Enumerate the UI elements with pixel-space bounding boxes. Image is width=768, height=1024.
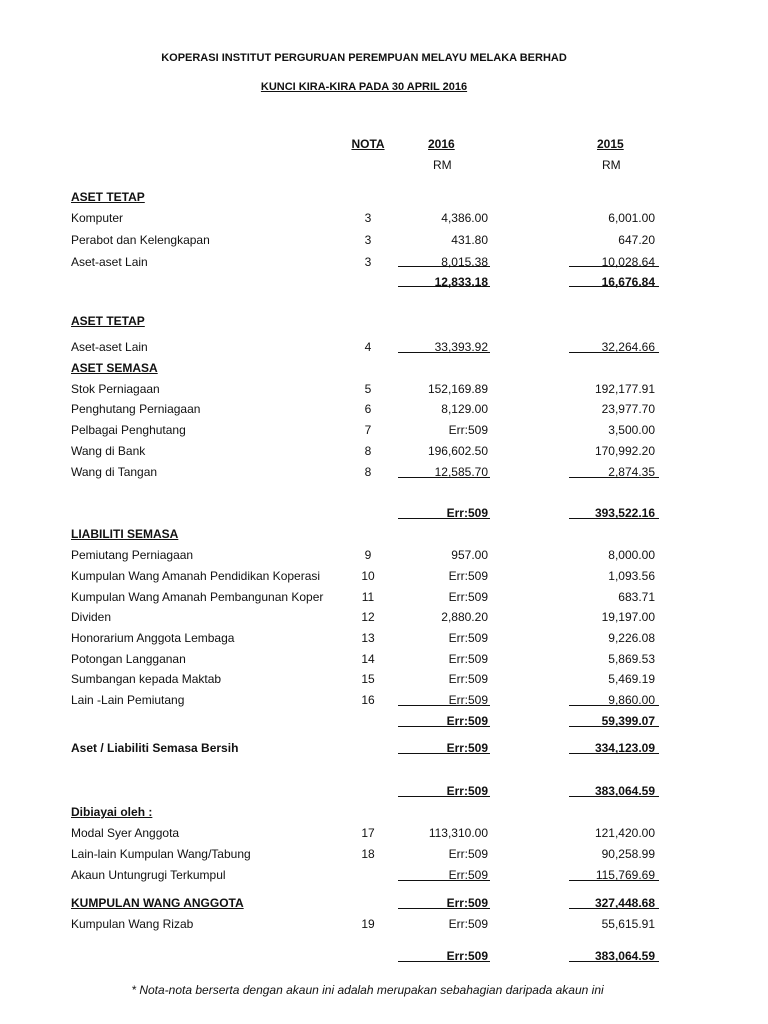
grand-total-2015: 383,064.59: [594, 949, 655, 963]
row-2015-honorarium: 9,226.08: [608, 631, 655, 645]
column-header-2016: 2016: [428, 137, 455, 151]
row-2016-wang-di-bank: 196,602.50: [427, 444, 488, 458]
row-note-aset-lain-1: 3: [364, 255, 372, 269]
row-label-honorarium: Honorarium Anggota Lembaga: [71, 631, 235, 645]
row-label-kwa-pembangunan: Kumpulan Wang Amanah Pembangunan Koper: [71, 590, 324, 604]
row-2016-potongan-langganan: Err:509: [448, 652, 488, 666]
section-liabiliti-semasa: LIABILITI SEMASA: [71, 527, 179, 541]
row-note-kwa-pembangunan: 11: [361, 590, 375, 604]
row-note-modal-syer: 17: [361, 826, 375, 840]
row-2016-sumbangan: Err:509: [448, 672, 488, 686]
row-2015-perabot: 647.20: [618, 233, 655, 247]
row-2016-lain-pemiutang: Err:509: [448, 693, 488, 707]
total-kumpulan-wang-2015: 327,448.68: [594, 896, 655, 910]
row-note-honorarium: 13: [361, 631, 375, 645]
section-aset-tetap-2: ASET TETAP: [71, 314, 145, 328]
row-label-penghutang-perniagaan: Penghutang Perniagaan: [71, 402, 201, 416]
row-label-lain-kumpulan-wang: Lain-lain Kumpulan Wang/Tabung: [71, 847, 251, 861]
row-2016-aset-lain-2: 33,393.92: [434, 340, 488, 354]
row-2016-pelbagai-penghutang: Err:509: [448, 423, 488, 437]
total-aset-tetap-2015: 16,676.84: [601, 275, 655, 289]
row-note-stok: 5: [364, 382, 372, 396]
row-label-perabot: Perabot dan Kelengkapan: [71, 233, 210, 247]
row-2016-kwa-pendidikan: Err:509: [448, 569, 488, 583]
row-2015-penghutang-perniagaan: 23,977.70: [601, 402, 655, 416]
currency-2016: RM: [433, 158, 452, 172]
row-note-sumbangan: 15: [361, 672, 375, 686]
row-2015-kwa-pendidikan: 1,093.56: [608, 569, 655, 583]
row-note-wang-di-bank: 8: [364, 444, 372, 458]
row-label-kwa-pendidikan: Kumpulan Wang Amanah Pendidikan Koperasi: [71, 569, 321, 583]
row-2016-kwa-pembangunan: Err:509: [448, 590, 488, 604]
row-2015-wang-di-bank: 170,992.20: [594, 444, 655, 458]
row-label-aset-liabiliti-bersih: Aset / Liabiliti Semasa Bersih: [71, 741, 239, 755]
row-note-komputer: 3: [364, 211, 372, 225]
row-label-dividen: Dividen: [71, 610, 112, 624]
row-label-pelbagai-penghutang: Pelbagai Penghutang: [71, 423, 186, 437]
row-2016-modal-syer: 113,310.00: [428, 826, 488, 840]
row-label-potongan-langganan: Potongan Langganan: [71, 652, 186, 666]
row-label-modal-syer: Modal Syer Anggota: [71, 826, 180, 840]
row-2015-kwa-pembangunan: 683.71: [618, 590, 655, 604]
total-aset-tetap-2016: 12,833.18: [434, 275, 488, 289]
row-note-aset-lain-2: 4: [364, 340, 372, 354]
total-liabiliti-2016: Err:509: [446, 714, 488, 728]
row-note-pemiutang-perniagaan: 9: [364, 548, 372, 562]
row-2015-aset-liabiliti-bersih: 334,123.09: [594, 741, 655, 755]
currency-2015: RM: [602, 158, 621, 172]
row-note-wang-di-tangan: 8: [364, 465, 372, 479]
row-2016-kumpulan-wang-rizab: Err:509: [448, 917, 488, 931]
row-2015-kumpulan-wang-rizab: 55,615.91: [601, 917, 655, 931]
row-note-kumpulan-wang-rizab: 19: [361, 917, 375, 931]
row-label-aset-lain-1: Aset-aset Lain: [71, 255, 148, 269]
row-label-akaun-untungrugi: Akaun Untungrugi Terkumpul: [71, 868, 226, 882]
total-aset-2016: Err:509: [446, 784, 488, 798]
row-2016-pemiutang-perniagaan: 957.00: [451, 548, 488, 562]
row-2016-penghutang-perniagaan: 8,129.00: [441, 402, 488, 416]
row-label-wang-di-bank: Wang di Bank: [71, 444, 146, 458]
row-2015-aset-lain-2: 32,264.66: [601, 340, 655, 354]
section-aset-tetap: ASET TETAP: [71, 190, 145, 204]
row-2015-modal-syer: 121,420.00: [594, 826, 655, 840]
row-2016-perabot: 431.80: [451, 233, 488, 247]
total-aset-semasa-2015: 393,522.16: [594, 506, 655, 520]
row-note-potongan-langganan: 14: [361, 652, 375, 666]
column-header-2015: 2015: [597, 137, 624, 151]
row-2015-lain-pemiutang: 9,860.00: [608, 693, 655, 707]
row-2016-aset-lain-1: 8,015.38: [441, 255, 488, 269]
row-2016-lain-kumpulan-wang: Err:509: [448, 847, 488, 861]
row-2016-komputer: 4,386.00: [441, 211, 488, 225]
row-2016-stok: 152,169.89: [427, 382, 488, 396]
row-2016-wang-di-tangan: 12,585.70: [434, 465, 488, 479]
row-2016-aset-liabiliti-bersih: Err:509: [446, 741, 488, 755]
row-label-stok: Stok Perniagaan: [71, 382, 160, 396]
row-note-kwa-pendidikan: 10: [361, 569, 375, 583]
row-2016-honorarium: Err:509: [448, 631, 488, 645]
row-note-penghutang-perniagaan: 6: [364, 402, 372, 416]
row-2015-akaun-untungrugi: 115,769.69: [595, 868, 655, 882]
row-label-aset-lain-2: Aset-aset Lain: [71, 340, 148, 354]
section-dibiayai-oleh: Dibiayai oleh :: [71, 805, 153, 819]
total-aset-2015: 383,064.59: [594, 784, 655, 798]
column-header-note: NOTA: [351, 137, 385, 151]
row-note-perabot: 3: [364, 233, 372, 247]
grand-total-2016: Err:509: [446, 949, 488, 963]
section-aset-semasa: ASET SEMASA: [71, 361, 158, 375]
row-2015-komputer: 6,001.00: [608, 211, 655, 225]
row-2015-pemiutang-perniagaan: 8,000.00: [608, 548, 655, 562]
footnote: * Nota-nota berserta dengan akaun ini adalah merupakan sebahagian daripada akaun ini: [131, 983, 604, 997]
row-2015-potongan-langganan: 5,869.53: [608, 652, 655, 666]
row-label-komputer: Komputer: [71, 211, 124, 225]
statement-subtitle: KUNCI KIRA-KIRA PADA 30 APRIL 2016: [260, 81, 468, 93]
row-note-lain-pemiutang: 16: [361, 693, 375, 707]
row-2015-wang-di-tangan: 2,874.35: [608, 465, 655, 479]
row-label-kumpulan-wang-rizab: Kumpulan Wang Rizab: [71, 917, 194, 931]
row-label-lain-pemiutang: Lain -Lain Pemiutang: [71, 693, 185, 707]
row-label-pemiutang-perniagaan: Pemiutang Perniagaan: [71, 548, 194, 562]
row-note-pelbagai-penghutang: 7: [364, 423, 372, 437]
row-2015-dividen: 19,197.00: [601, 610, 655, 624]
row-label-wang-di-tangan: Wang di Tangan: [71, 465, 158, 479]
row-2016-akaun-untungrugi: Err:509: [448, 868, 488, 882]
total-liabiliti-2015: 59,399.07: [601, 714, 655, 728]
row-2015-pelbagai-penghutang: 3,500.00: [608, 423, 655, 437]
row-note-lain-kumpulan-wang: 18: [361, 847, 375, 861]
row-2015-sumbangan: 5,469.19: [608, 672, 655, 686]
row-2015-aset-lain-1: 10,028.64: [601, 255, 655, 269]
row-2015-stok: 192,177.91: [594, 382, 655, 396]
row-note-dividen: 12: [361, 610, 375, 624]
section-kumpulan-wang-anggota: KUMPULAN WANG ANGGOTA: [71, 896, 244, 910]
row-2016-dividen: 2,880.20: [441, 610, 488, 624]
total-kumpulan-wang-2016: Err:509: [446, 896, 488, 910]
row-label-sumbangan: Sumbangan kepada Maktab: [71, 672, 222, 686]
organization-title: KOPERASI INSTITUT PERGURUAN PEREMPUAN MELAYU MELAKA BERHAD: [161, 52, 567, 64]
row-2015-lain-kumpulan-wang: 90,258.99: [601, 847, 655, 861]
total-aset-semasa-2016: Err:509: [446, 506, 488, 520]
